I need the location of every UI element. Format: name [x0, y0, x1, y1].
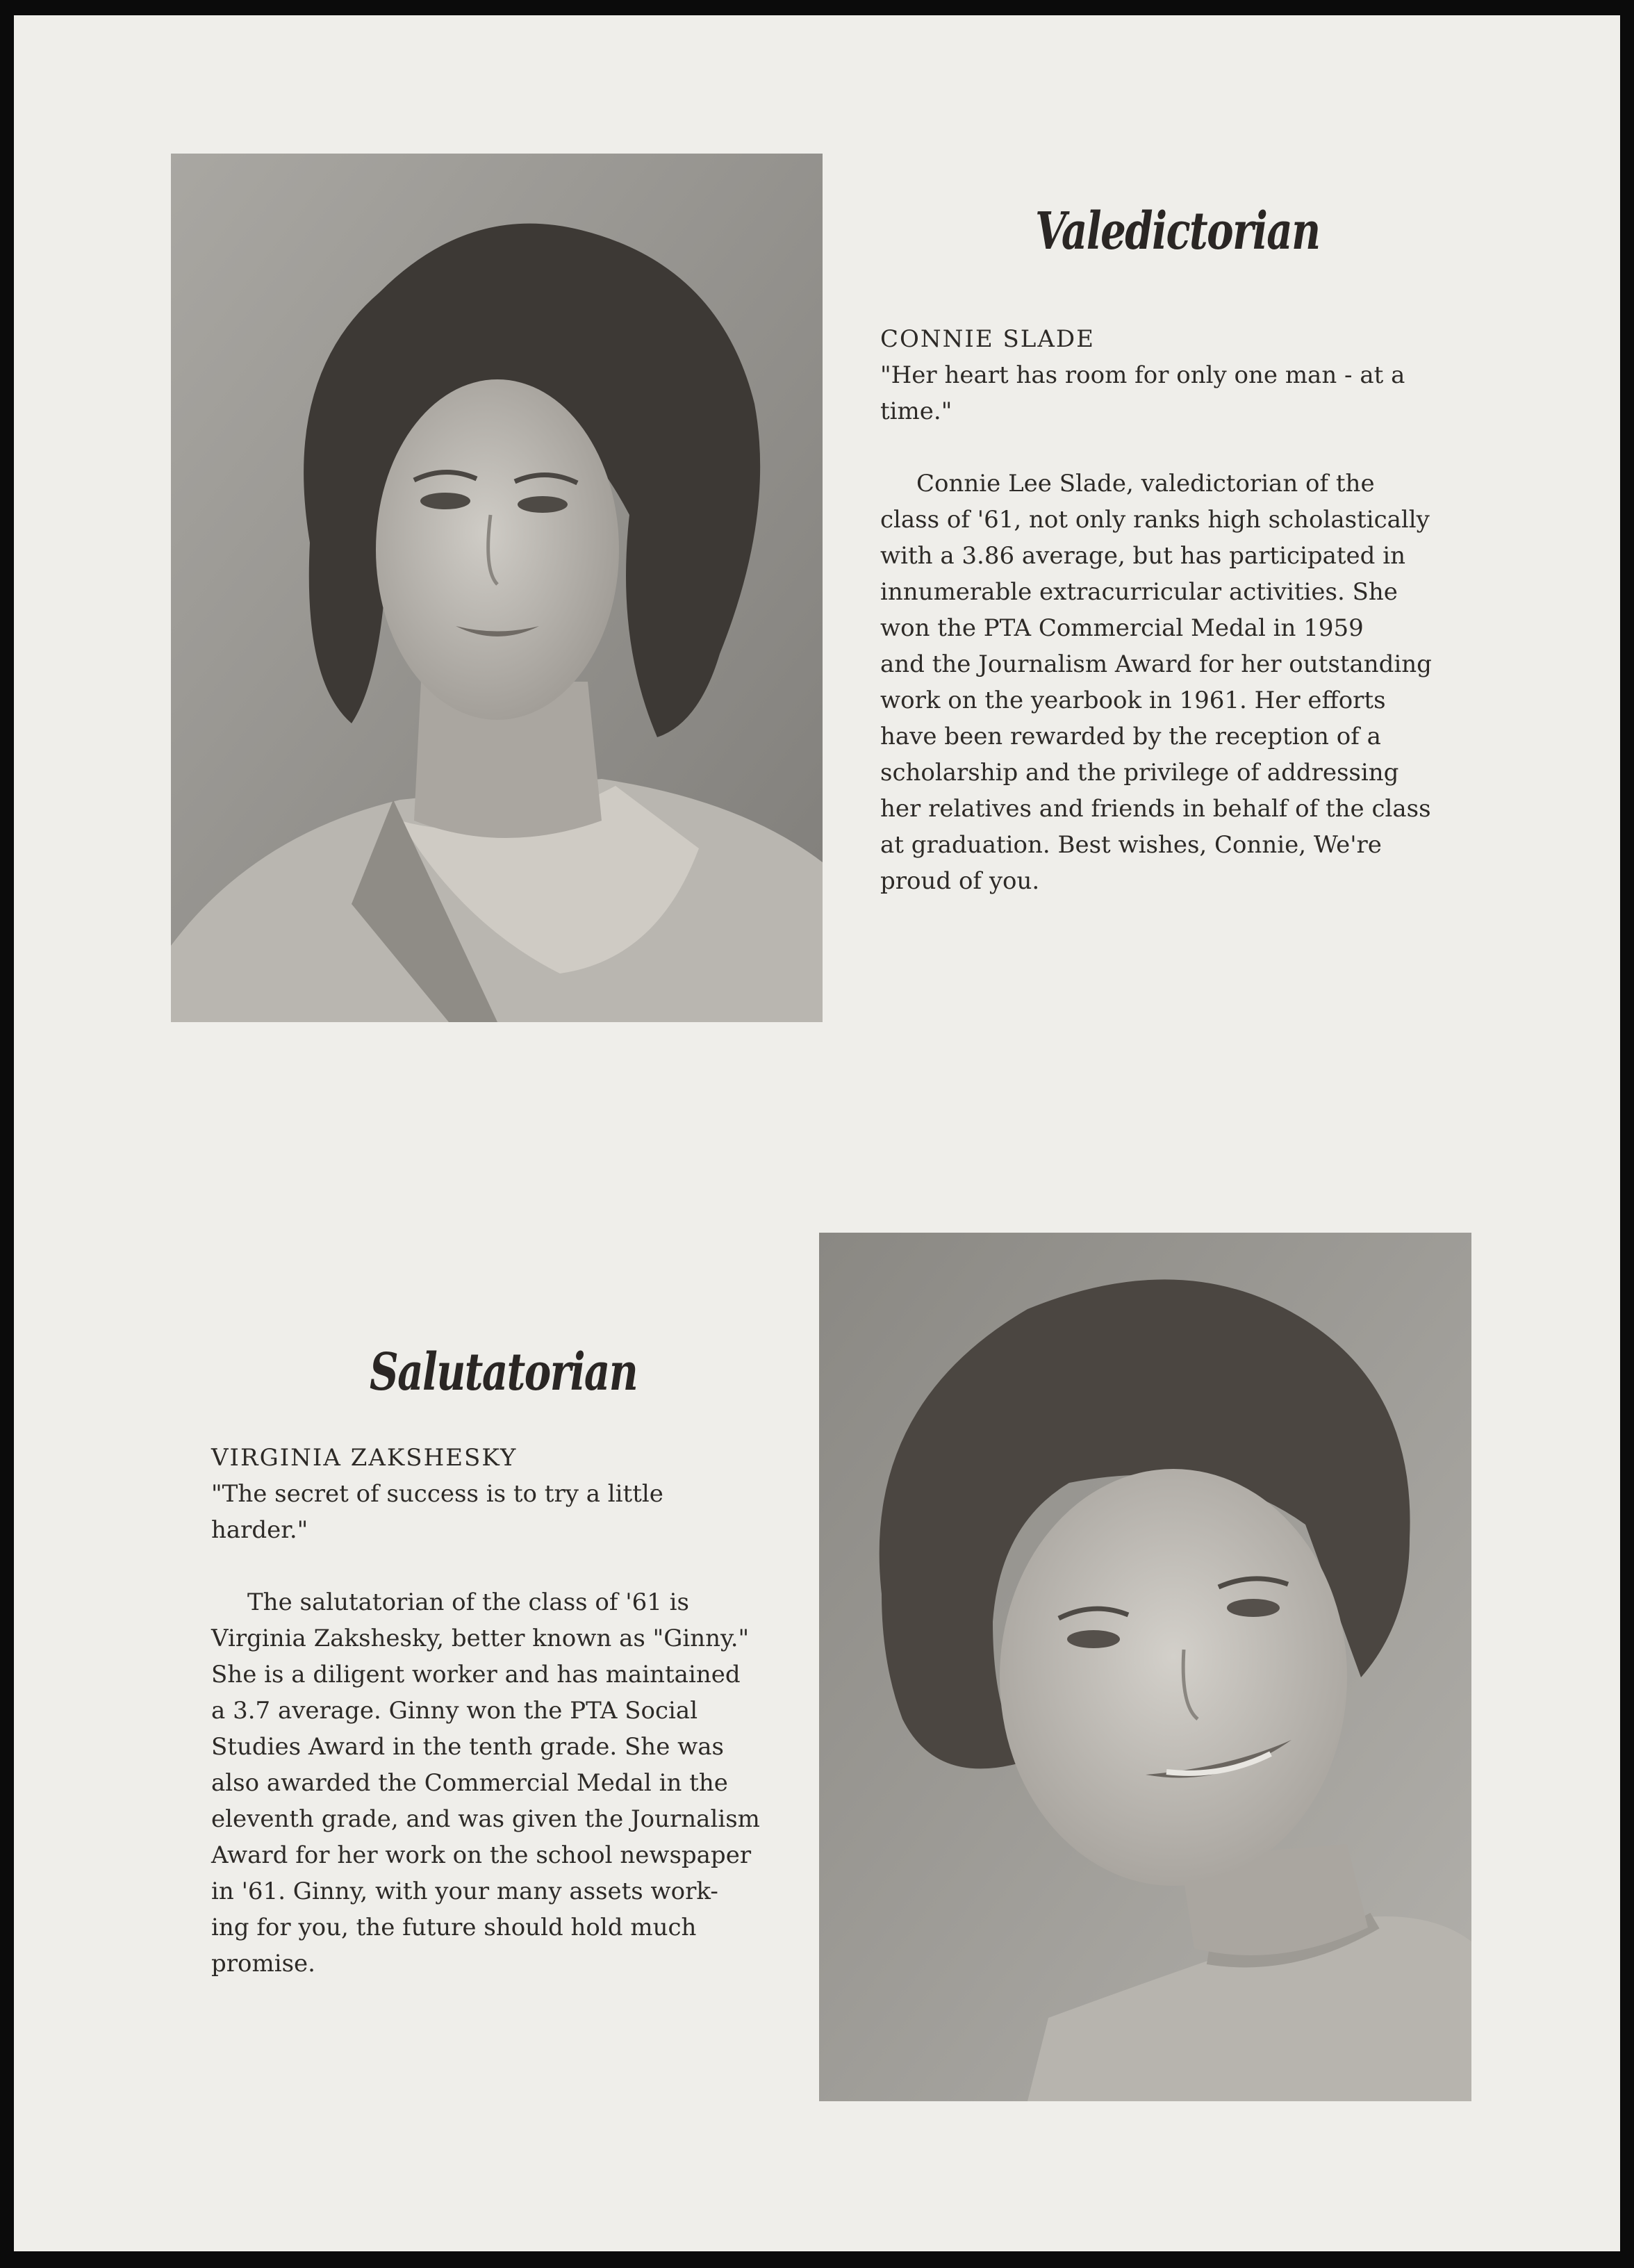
- portrait-virginia-zakshesky: [819, 1233, 1471, 2101]
- bio-line: Studies Award in the tenth grade. She was: [211, 1733, 724, 1761]
- portrait-connie-slade: [171, 154, 823, 1022]
- bio-line: Award for her work on the school newspaper: [211, 1841, 752, 1869]
- bio-line: with a 3.86 average, but has participated in: [880, 542, 1406, 570]
- bio-line: The salutatorian of the class of '61 is: [247, 1588, 690, 1616]
- quote-line: "The secret of success is to try a little: [211, 1480, 663, 1508]
- bio-line: her relatives and friends in behalf of the class: [880, 795, 1431, 823]
- bio-line: eleventh grade, and was given the Journalism: [211, 1805, 760, 1833]
- bio-line: in '61. Ginny, with your many assets work-: [211, 1877, 718, 1905]
- bio-line: won the PTA Commercial Medal in 1959: [880, 614, 1364, 642]
- bio-line: proud of you.: [880, 867, 1040, 895]
- portrait-connie-image: [171, 154, 823, 1022]
- salutatorian-quote: [211, 1476, 836, 1548]
- salutatorian-name: VIRGINIA ZAKSHESKY: [211, 1444, 518, 1472]
- bio-line: ing for you, the future should hold much: [211, 1914, 697, 1941]
- valedictorian-quote: [880, 357, 1505, 429]
- valedictorian-name: CONNIE SLADE: [880, 325, 1095, 353]
- yearbook-page: [14, 15, 1620, 2251]
- bio-line: a 3.7 average. Ginny won the PTA Social: [211, 1697, 698, 1725]
- bio-line: at graduation. Best wishes, Connie, We're: [880, 831, 1382, 859]
- bio-line: have been rewarded by the reception of a: [880, 723, 1381, 750]
- quote-line: harder.": [211, 1516, 308, 1544]
- bio-line: innumerable extracurricular activities. She: [880, 578, 1398, 606]
- bio-line: Connie Lee Slade, valedictorian of the: [916, 470, 1375, 498]
- bio-line: Virginia Zakshesky, better known as "Ginny.": [211, 1625, 750, 1652]
- salutatorian-bio: [211, 1584, 836, 1982]
- bio-line: She is a diligent worker and has maintained: [211, 1661, 741, 1688]
- heading-salutatorian: Salutatorian: [370, 1342, 638, 1402]
- salutatorian-text-block: [211, 1440, 836, 1982]
- bio-line: class of '61, not only ranks high scholastically: [880, 506, 1430, 534]
- portrait-virginia-image: [819, 1233, 1471, 2101]
- valedictorian-text-block: [880, 321, 1505, 899]
- bio-line: promise.: [211, 1950, 315, 1978]
- bio-line: scholarship and the privilege of addressing: [880, 759, 1399, 787]
- bio-line: work on the yearbook in 1961. Her efforts: [880, 687, 1386, 714]
- heading-valedictorian: Valedictorian: [1035, 202, 1320, 261]
- bio-line: also awarded the Commercial Medal in the: [211, 1769, 728, 1797]
- bio-line: and the Journalism Award for her outstanding: [880, 650, 1432, 678]
- valedictorian-bio: [880, 466, 1505, 899]
- quote-line: "Her heart has room for only one man - at a: [880, 361, 1405, 389]
- quote-line: time.": [880, 397, 952, 425]
